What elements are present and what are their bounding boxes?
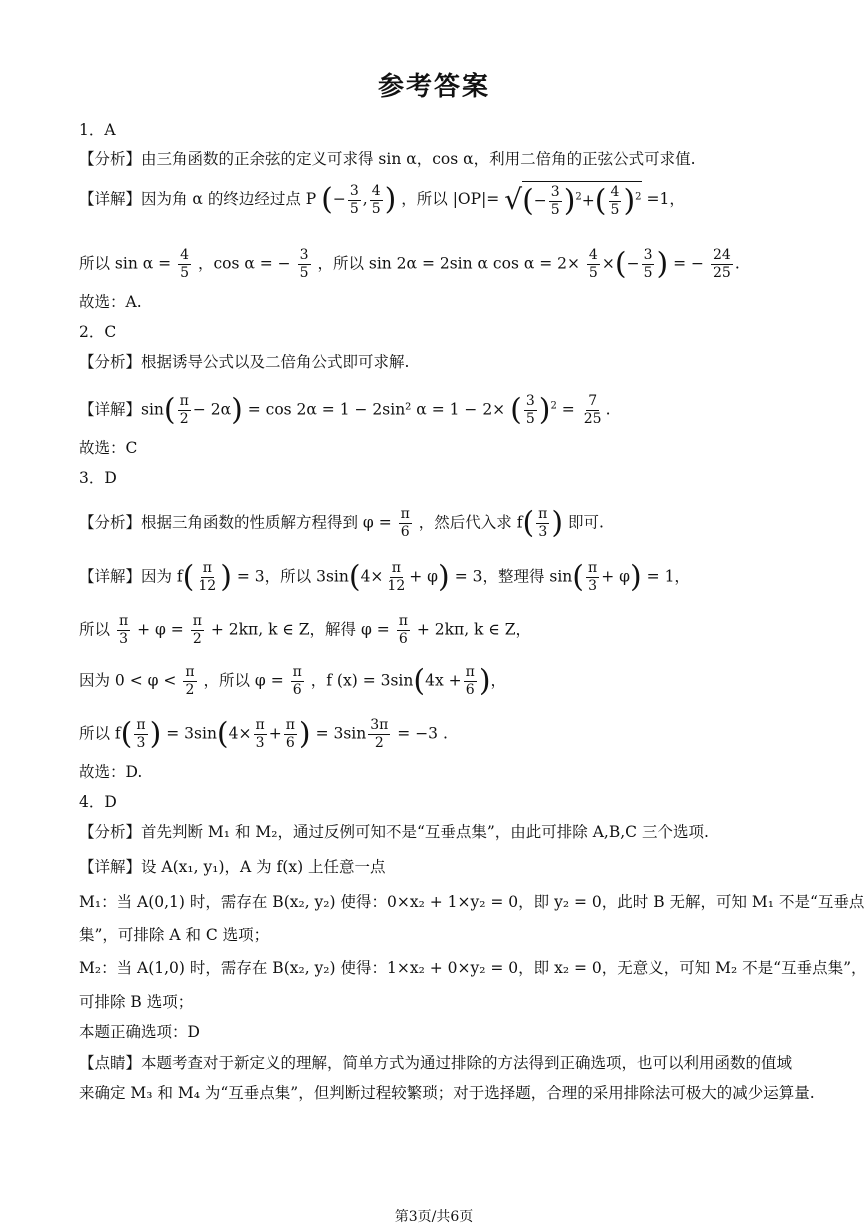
fraction: $\frac{3\pi}{2}$ xyxy=(370,717,389,751)
text: 【详解】因为角 α 的终边经过点 P xyxy=(79,190,317,208)
question-number-4: 4．D xyxy=(79,793,117,811)
fraction: $\frac{\pi}{3}$ xyxy=(136,717,146,751)
analysis-1: 【分析】由三角函数的正余弦的定义可求得 sin α，cos α，利用二倍角的正弦公式可求值. xyxy=(79,150,696,168)
detail-3-line4: 所以 f( $\frac{\pi}{3}$ ) = 3sin(4× $\frac{\pi}{3}$ + $\frac{\pi}{6}$ ) = 3sin $\frac{3\pi}{2}$ = −3 . xyxy=(79,716,448,752)
detail-4-line1: 【详解】设 A(x₁, y₁)，A 为 f(x) 上任意一点 xyxy=(79,858,386,876)
fraction: $\frac{\pi}{6}$ xyxy=(400,506,410,540)
analysis-4: 【分析】首先判断 M₁ 和 M₂，通过反例可知不是“互垂点集”，由此可排除 A,B,C 三个选项. xyxy=(79,823,709,841)
answer-3: 故选：D. xyxy=(79,763,143,781)
fraction: $\frac{\pi}{3}$ xyxy=(588,560,598,594)
fraction: $\frac{\pi}{2}$ xyxy=(192,613,202,647)
fraction: $\frac{\pi}{6}$ xyxy=(292,664,302,698)
fraction: $\frac{\pi}{2}$ xyxy=(185,664,195,698)
analysis-2: 【分析】根据诱导公式以及二倍角公式即可求解. xyxy=(79,353,410,371)
detail-3-line2: 所以 $\frac{\pi}{3}$ + φ = $\frac{\pi}{2}$ + 2kπ, k ∈ Z，解得 φ = $\frac{\pi}{6}$ + 2kπ, k ∈ Z， xyxy=(79,613,532,647)
fraction: $\frac{3}{5}$ xyxy=(643,247,653,281)
detail-1-line2: 所以 sin α = $\frac{4}{5}$ ，cos α = − $\frac{3}{5}$ ，所以 sin 2α = 2sin α cos α = 2× $\frac{4}{5}$ ×(− $\frac{3}{5}$ ) = − $\frac{24}{25}$ . xyxy=(79,246,740,282)
answer-1: 故选：A. xyxy=(79,293,142,311)
question-number-1: 1．A xyxy=(79,121,116,139)
detail-4-line2: M₁：当 A(0,1) 时，需存在 B(x₂, y₂) 使得：0×x₂ + 1×y₂ = 0，即 y₂ = 0，此时 B 无解，可知 M₁ 不是“互垂点 xyxy=(79,893,865,911)
fraction: $\frac{3}{5}$ xyxy=(550,184,560,218)
fraction: $\frac{24}{25}$ xyxy=(712,247,731,281)
text: =1， xyxy=(646,190,685,208)
analysis-3: 【分析】根据三角函数的性质解方程得到 φ = $\frac{\pi}{6}$ ，然后代入求 f( $\frac{\pi}{3}$ ) 即可. xyxy=(79,505,604,541)
question-number-2: 2．C xyxy=(79,323,117,341)
text: ，所以 |OP|= xyxy=(401,190,500,208)
page-title: 参考答案 xyxy=(377,72,490,102)
fraction: $\frac{\pi}{6}$ xyxy=(398,613,408,647)
comment-4-line2: 来确定 M₃ 和 M₄ 为“互垂点集”，但判断过程较繁琐；对于选择题，合理的采用排除法可极大的减少运算量. xyxy=(79,1084,815,1102)
fraction: $\frac{4}{5}$ xyxy=(610,184,620,218)
fraction: $\frac{3}{5}$ xyxy=(299,247,309,281)
fraction: $\frac{\pi}{12}$ xyxy=(387,560,406,594)
answer-4: 本题正确选项：D xyxy=(79,1023,200,1041)
fraction: $\frac{4}{5}$ xyxy=(371,182,381,217)
detail-4-line5: 可排除 B 选项； xyxy=(79,993,194,1011)
detail-3-line3: 因为 0 < φ < $\frac{\pi}{2}$ ，所以 φ = $\frac{\pi}{6}$ ，f (x) = 3sin(4x + $\frac{\pi}{6}$ )， xyxy=(79,663,507,699)
fraction: $\frac{3}{5}$ xyxy=(349,182,359,217)
fraction: $\frac{\pi}{6}$ xyxy=(285,717,295,751)
fraction: $\frac{\pi}{3}$ xyxy=(118,613,129,647)
fraction: $\frac{3}{5}$ xyxy=(525,393,535,427)
detail-1-line1: 【详解】因为角 α 的终边经过点 P (− $\frac{3}{5}$ , $\frac{4}{5}$ ) ，所以 |OP|= √(− $\frac{3}{5}$ )$^2$+( $\frac{4}{5}$ )$^2$ =1， xyxy=(79,182,685,219)
detail-2: 【详解】sin( $\frac{\pi}{2}$ − 2α) = cos 2α = 1 − 2sin² α = 1 − 2× ( $\frac{3}{5}$ )$^2$ = $\frac{7}{25}$ . xyxy=(79,392,611,428)
detail-4-line4: M₂：当 A(1,0) 时，需存在 B(x₂, y₂) 使得：1×x₂ + 0×y₂ = 0，即 x₂ = 0，无意义，可知 M₂ 不是“互垂点集”， xyxy=(79,959,867,977)
fraction: $\frac{\pi}{6}$ xyxy=(465,664,475,698)
fraction: $\frac{\pi}{3}$ xyxy=(255,717,265,751)
detail-3-line1: 【详解】因为 f( $\frac{\pi}{12}$ ) = 3，所以 3sin(4× $\frac{\pi}{12}$ + φ) = 3，整理得 sin( $\frac{\pi}{3}$ + φ) = 1， xyxy=(79,559,690,595)
fraction: $\frac{\pi}{3}$ xyxy=(538,506,548,540)
fraction: $\frac{4}{5}$ xyxy=(588,247,598,281)
question-number-3: 3．D xyxy=(79,469,117,487)
fraction: $\frac{4}{5}$ xyxy=(180,247,189,281)
fraction: $\frac{\pi}{2}$ xyxy=(179,393,189,427)
detail-4-line3: 集”，可排除 A 和 C 选项； xyxy=(79,926,270,944)
comment-4-line1: 【点睛】本题考查对于新定义的理解，简单方式为通过排除的方法得到正确选项，也可以利用函数的值域 xyxy=(79,1054,793,1072)
page-number: 第3页/共6页 xyxy=(394,1209,474,1225)
answer-2: 故选：C xyxy=(79,439,138,457)
fraction: $\frac{7}{25}$ xyxy=(583,393,602,427)
fraction: $\frac{\pi}{12}$ xyxy=(198,560,217,594)
